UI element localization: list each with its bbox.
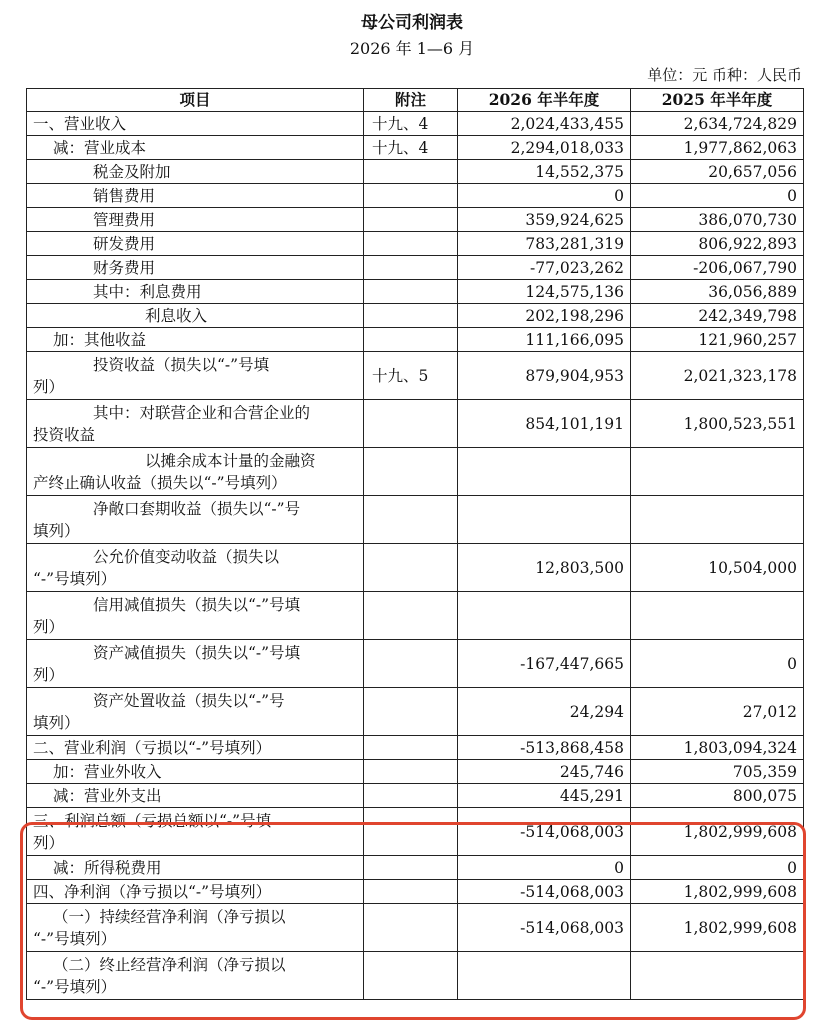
- item-label: 减：营业成本: [53, 138, 147, 157]
- note-cell: [364, 232, 458, 256]
- table-row: [27, 328, 804, 352]
- item-label: 四、净利润（净亏损以“-”号填列）: [33, 882, 272, 901]
- value-2025-cell: [631, 496, 804, 544]
- item-cell: [27, 544, 364, 592]
- value-2025-cell: 121,960,257: [631, 328, 804, 352]
- item-label: 管理费用: [93, 210, 156, 229]
- column-header-2025: 2025 年半年度: [631, 89, 804, 112]
- note-cell: [364, 184, 458, 208]
- statement-title: 母公司利润表: [361, 13, 463, 33]
- note-cell: [364, 400, 458, 448]
- value-2025-cell: 1,802,999,608: [631, 880, 804, 904]
- item-label-line2: 列）: [33, 665, 65, 684]
- item-cell: [27, 400, 364, 448]
- item-label: 一、营业收入: [33, 114, 127, 133]
- value-2026-cell: 24,294: [458, 688, 631, 736]
- item-label: 加：营业外收入: [53, 762, 162, 781]
- table-row: [27, 592, 804, 640]
- value-2026-cell: -513,868,458: [458, 736, 631, 760]
- value-2026-cell: [458, 592, 631, 640]
- table-row: [27, 904, 804, 952]
- note-cell: [364, 304, 458, 328]
- income-statement-table: [26, 88, 804, 1000]
- note-cell: [364, 160, 458, 184]
- table-row: [27, 400, 804, 448]
- note-cell: [364, 448, 458, 496]
- item-label-line1: 资产处置收益（损失以“-”号: [93, 691, 285, 710]
- note-cell: [364, 256, 458, 280]
- table-row: [27, 256, 804, 280]
- item-label-line1: 资产减值损失（损失以“-”号填: [93, 643, 301, 662]
- item-label-line1: 净敞口套期收益（损失以“-”号: [93, 499, 301, 518]
- value-2025-cell: 27,012: [631, 688, 804, 736]
- value-2025-cell: 1,800,523,551: [631, 400, 804, 448]
- item-label: 其中：利息费用: [93, 282, 202, 301]
- item-cell: [27, 352, 364, 400]
- value-2025-cell: 20,657,056: [631, 160, 804, 184]
- note-cell: 十九、5: [364, 352, 458, 400]
- item-cell: [27, 808, 364, 856]
- value-2026-cell: -167,447,665: [458, 640, 631, 688]
- value-2025-cell: 1,803,094,324: [631, 736, 804, 760]
- value-2026-cell: -514,068,003: [458, 808, 631, 856]
- item-label: 减：营业外支出: [53, 786, 162, 805]
- item-label-line1: 三、利润总额（亏损总额以“-”号填: [33, 811, 272, 830]
- item-cell: [27, 496, 364, 544]
- item-label: 财务费用: [93, 258, 156, 277]
- value-2025-cell: 1,802,999,608: [631, 904, 804, 952]
- note-cell: [364, 904, 458, 952]
- value-2026-cell: -514,068,003: [458, 904, 631, 952]
- note-cell: [364, 592, 458, 640]
- table-row: [27, 112, 804, 136]
- value-2025-cell: 705,359: [631, 760, 804, 784]
- item-label: 减：所得税费用: [53, 858, 162, 877]
- item-label-line1: （二）终止经营净利润（净亏损以: [53, 955, 286, 974]
- value-2025-cell: 10,504,000: [631, 544, 804, 592]
- item-cell: [27, 328, 364, 352]
- value-2026-cell: 2,294,018,033: [458, 136, 631, 160]
- column-header-2026: 2026 年半年度: [458, 89, 631, 112]
- value-2025-cell: 242,349,798: [631, 304, 804, 328]
- table-row: [27, 280, 804, 304]
- table-row: [27, 232, 804, 256]
- value-2026-cell: 124,575,136: [458, 280, 631, 304]
- item-label-line1: 公允价值变动收益（损失以: [93, 547, 280, 566]
- item-label-line1: 投资收益（损失以“-”号填: [93, 355, 270, 374]
- item-label-line2: 产终止确认收益（损失以“-”号填列）: [33, 473, 287, 492]
- statement-period: 2026 年 1—6 月: [349, 39, 475, 58]
- table-row: [27, 160, 804, 184]
- item-cell: [27, 232, 364, 256]
- item-cell: [27, 640, 364, 688]
- note-cell: [364, 496, 458, 544]
- table-row: [27, 784, 804, 808]
- value-2026-cell: -77,023,262: [458, 256, 631, 280]
- table-row: [27, 304, 804, 328]
- note-cell: [364, 688, 458, 736]
- value-2025-cell: 0: [631, 184, 804, 208]
- value-2026-cell: 14,552,375: [458, 160, 631, 184]
- value-2025-cell: 0: [631, 856, 804, 880]
- value-2026-cell: [458, 496, 631, 544]
- item-cell: [27, 688, 364, 736]
- value-2025-cell: [631, 448, 804, 496]
- item-cell: [27, 304, 364, 328]
- value-2026-cell: 111,166,095: [458, 328, 631, 352]
- value-2026-cell: 445,291: [458, 784, 631, 808]
- value-2026-cell: 2,024,433,455: [458, 112, 631, 136]
- table-row: [27, 496, 804, 544]
- table-row: [27, 640, 804, 688]
- currency-unit-line: 单位：元 币种：人民币: [647, 66, 802, 84]
- value-2025-cell: 1,977,862,063: [631, 136, 804, 160]
- note-cell: 十九、4: [364, 136, 458, 160]
- value-2026-cell: 0: [458, 184, 631, 208]
- table-row: [27, 352, 804, 400]
- value-2026-cell: 879,904,953: [458, 352, 631, 400]
- item-label-line2: “-”号填列）: [33, 929, 117, 948]
- value-2026-cell: 783,281,319: [458, 232, 631, 256]
- item-label-line2: 列）: [33, 617, 65, 636]
- item-label-line2: 列）: [33, 377, 65, 396]
- item-cell: [27, 256, 364, 280]
- value-2025-cell: 1,802,999,608: [631, 808, 804, 856]
- table-row: [27, 208, 804, 232]
- header-row: [27, 89, 804, 112]
- item-cell: [27, 856, 364, 880]
- item-label-line2: 列）: [33, 833, 65, 852]
- table-row: [27, 736, 804, 760]
- note-cell: [364, 880, 458, 904]
- value-2025-cell: 2,021,323,178: [631, 352, 804, 400]
- table-row: [27, 448, 804, 496]
- table-row: [27, 136, 804, 160]
- value-2026-cell: 359,924,625: [458, 208, 631, 232]
- note-cell: 十九、4: [364, 112, 458, 136]
- item-cell: [27, 952, 364, 1000]
- item-label: 研发费用: [93, 234, 156, 253]
- value-2025-cell: 2,634,724,829: [631, 112, 804, 136]
- note-cell: [364, 736, 458, 760]
- note-cell: [364, 328, 458, 352]
- value-2025-cell: [631, 952, 804, 1000]
- note-cell: [364, 208, 458, 232]
- value-2025-cell: 800,075: [631, 784, 804, 808]
- note-cell: [364, 808, 458, 856]
- table-row: [27, 544, 804, 592]
- item-cell: [27, 208, 364, 232]
- table-row: [27, 760, 804, 784]
- note-cell: [364, 760, 458, 784]
- value-2026-cell: -514,068,003: [458, 880, 631, 904]
- note-cell: [364, 856, 458, 880]
- item-label-line2: 填列）: [33, 713, 80, 732]
- item-label-line2: 投资收益: [33, 425, 96, 444]
- item-cell: [27, 784, 364, 808]
- item-cell: [27, 736, 364, 760]
- value-2026-cell: 202,198,296: [458, 304, 631, 328]
- note-cell: [364, 544, 458, 592]
- item-cell: [27, 112, 364, 136]
- note-cell: [364, 784, 458, 808]
- value-2026-cell: [458, 448, 631, 496]
- item-label: 加：其他收益: [53, 330, 147, 349]
- table-row: [27, 952, 804, 1000]
- value-2026-cell: 12,803,500: [458, 544, 631, 592]
- item-label-line2: “-”号填列）: [33, 977, 117, 996]
- column-header-note: 附注: [364, 89, 458, 112]
- item-label-line1: 以摊余成本计量的金融资: [145, 451, 316, 470]
- item-label-line1: 其中：对联营企业和合营企业的: [93, 403, 311, 422]
- note-cell: [364, 952, 458, 1000]
- value-2025-cell: [631, 592, 804, 640]
- table-row: [27, 808, 804, 856]
- value-2026-cell: 245,746: [458, 760, 631, 784]
- item-label-line2: 填列）: [33, 521, 80, 540]
- item-cell: [27, 160, 364, 184]
- column-header-item: 项目: [27, 89, 364, 112]
- item-cell: [27, 592, 364, 640]
- value-2025-cell: 386,070,730: [631, 208, 804, 232]
- value-2025-cell: 0: [631, 640, 804, 688]
- table-row: [27, 184, 804, 208]
- table-row: [27, 856, 804, 880]
- item-cell: [27, 184, 364, 208]
- item-label: 税金及附加: [93, 162, 171, 181]
- item-cell: [27, 448, 364, 496]
- item-cell: [27, 904, 364, 952]
- item-cell: [27, 136, 364, 160]
- item-label: 利息收入: [145, 306, 208, 325]
- note-cell: [364, 280, 458, 304]
- item-cell: [27, 880, 364, 904]
- value-2026-cell: 854,101,191: [458, 400, 631, 448]
- item-label: 二、营业利润（亏损以“-”号填列）: [33, 738, 272, 757]
- note-cell: [364, 640, 458, 688]
- item-label: 销售费用: [93, 186, 156, 205]
- table-row: [27, 880, 804, 904]
- value-2025-cell: 36,056,889: [631, 280, 804, 304]
- item-label-line1: （一）持续经营净利润（净亏损以: [53, 907, 286, 926]
- value-2026-cell: 0: [458, 856, 631, 880]
- item-cell: [27, 760, 364, 784]
- value-2026-cell: [458, 952, 631, 1000]
- table-row: [27, 688, 804, 736]
- item-label-line1: 信用减值损失（损失以“-”号填: [93, 595, 301, 614]
- item-cell: [27, 280, 364, 304]
- value-2025-cell: 806,922,893: [631, 232, 804, 256]
- item-label-line2: “-”号填列）: [33, 569, 117, 588]
- value-2025-cell: -206,067,790: [631, 256, 804, 280]
